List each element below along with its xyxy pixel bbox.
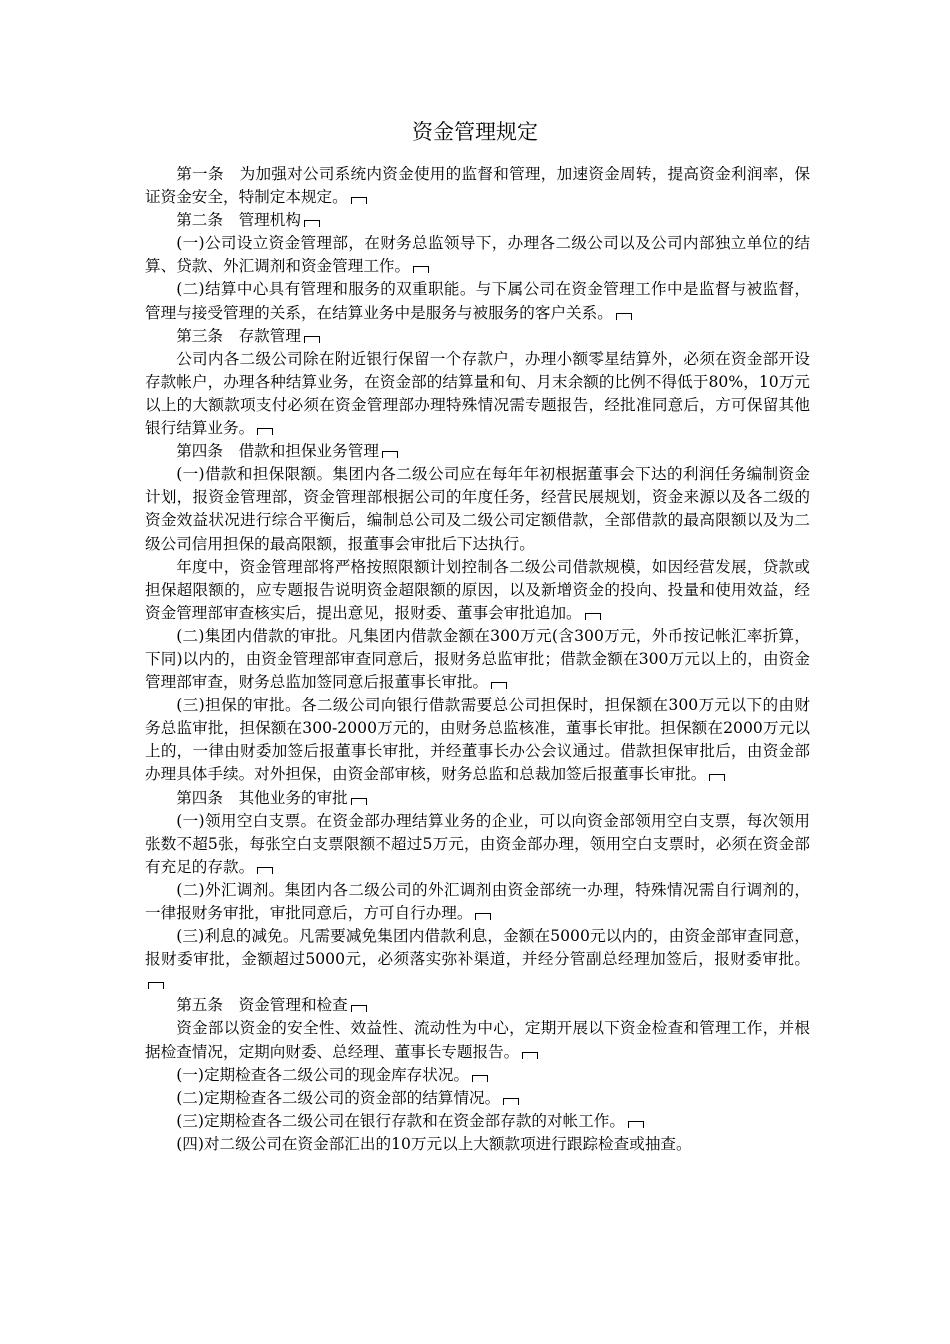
paragraph-text: (三)定期检查各二级公司在银行存款和在资金部存款的对帐工作。: [176, 1111, 625, 1130]
paragraph-text: (二)集团内借款的审批。凡集团内借款金额在300万元(含300万元，外币按记帐汇率折算，下同)以内的，由资金管理部审查同意后，报财务总监审批；借款金额在300万元以上的，由资金管理部审查，财务总监加签同意后报董事长审批。: [145, 626, 810, 692]
paragraph-text: (二)外汇调剂。集团内各二级公司的外汇调剂由资金部统一办理，特殊情况需自行调剂的，一律报财务审批，审批同意后，方可自行办理。: [145, 880, 810, 922]
paragraph-text: 第三条 存款管理: [176, 326, 301, 345]
paragraph: [145, 325, 810, 348]
paragraph-text: (四)对二级公司在资金部汇出的10万元以上大额款项进行跟踪检查或抽查。: [176, 1134, 692, 1153]
paragraph-text: (一)领用空白支票。在资金部办理结算业务的企业，可以向资金部领用空白支票，每次领用张数不超5张，每张空白支票限额不超过5万元，由资金部办理，领用空白支票时，必须在资金部有充足的存款。: [145, 811, 810, 876]
paragraph-text: 第四条 其他业务的审批: [176, 788, 348, 807]
paragraph-text: (三)担保的审批。各二级公司向银行借款需要总公司担保时，担保额在300万元以下的由财务总监审批，担保额在300-2000万元的，由财务总监核准，董事长审批。担保额在2000万元以上的，一律由财委加签后报董事长审批，并经董事长办公会议通过。借款担保审批后，由资金部办理具体手续。对外担保，由资金部审核，财务总监和总裁加签后报董事长审批。: [145, 696, 810, 784]
paragraph: [145, 463, 810, 555]
paragraph-text: (三)利息的减免。凡需要减免集团内借款利息，金额在5000元以内的，由资金部审查同意，报财委审批，金额超过5000元，必须落实弥补渠道，并经分管副总经理加签后，报财委审批。: [145, 927, 810, 969]
paragraph: [145, 925, 810, 994]
paragraph-mark-icon: [351, 197, 367, 204]
paragraph: [145, 625, 810, 694]
document-title: 资金管理规定: [412, 120, 538, 144]
paragraph-mark-icon: [522, 1052, 538, 1059]
paragraph: [145, 209, 810, 232]
paragraph: [145, 348, 810, 440]
paragraph-mark-icon: [351, 1005, 367, 1012]
paragraph: [145, 278, 810, 324]
paragraph: [145, 787, 810, 810]
paragraph: [145, 810, 810, 879]
paragraph-mark-icon: [304, 220, 320, 227]
paragraph-text: 资金部以资金的安全性、效益性、流动性为中心，定期开展以下资金检查和管理工作，并根据检查情况，定期向财委、总经理、董事长专题报告。: [145, 1019, 810, 1061]
paragraph-text: (二)定期检查各二级公司的资金部的结算情况。: [176, 1088, 501, 1107]
paragraph: [145, 1017, 810, 1063]
paragraph-mark-icon: [628, 1121, 644, 1128]
paragraph-text: 年度中，资金管理部将严格按照限额计划控制各二级公司借款规模，如因经营发展，贷款或担保超限额的，应专题报告说明资金超限额的原因，以及新增资金的投向、投量和使用效益，经资金管理部审查核实后，提出意见，报财委、董事会审批追加。: [145, 557, 810, 622]
paragraph-mark-icon: [413, 266, 429, 273]
paragraph-mark-icon: [475, 913, 491, 920]
paragraph: [145, 232, 810, 278]
paragraph-mark-icon: [148, 982, 164, 989]
paragraph-text: 第二条 管理机构: [176, 211, 301, 230]
paragraph-mark-icon: [472, 1075, 488, 1082]
paragraph: [145, 879, 810, 925]
paragraph-text: (二)结算中心具有管理和服务的双重职能。与下属公司在资金管理工作中是监督与被监督，管理与接受管理的关系，在结算业务中是服务与被服务的客户关系。: [145, 280, 810, 322]
paragraph-text: (一)公司设立资金管理部，在财务总监领导下，办理各二级公司以及公司内部独立单位的结算、贷款、外汇调剂和资金管理工作。: [145, 234, 810, 276]
paragraph-text: (一)借款和担保限额。集团内各二级公司应在每年年初根据董事会下达的利润任务编制资金计划，报资金管理部，资金管理部根据公司的年度任务，经营民展规划，资金来源以及各二级的资金效益状况进行综合平衡后，编制总公司及二级公司定额借款，全部借款的最高限额以及为二级公司信用担保的最高限额，报董事会审批后下达执行。: [145, 465, 810, 553]
paragraph: [145, 556, 810, 625]
paragraph: [145, 1133, 810, 1156]
paragraph-text: 公司内各二级公司除在附近银行保留一个存款户，办理小额零星结算外，必须在资金部开设存款帐户，办理各种结算业务，在资金部的结算量和旬、月末余额的比例不得低于80%，10万元以上的大额款项支付必须在资金管理部办理特殊情况需专题报告，经批准同意后，方可保留其他银行结算业务。: [145, 349, 810, 438]
paragraph-mark-icon: [382, 451, 398, 458]
paragraph: [145, 163, 810, 209]
paragraph-mark-icon: [585, 613, 601, 620]
paragraph-mark-icon: [257, 867, 273, 874]
paragraph-mark-icon: [709, 774, 725, 781]
paragraph-mark-icon: [257, 428, 273, 435]
paragraph-text: 第一条 为加强对公司系统内资金使用的监督和管理，加速资金周转，提高资金利润率，保证资金安全，特制定本规定。: [145, 165, 810, 207]
document-body: [145, 163, 810, 1156]
paragraph-text: 第五条 资金管理和检查: [176, 996, 348, 1015]
paragraph-mark-icon: [503, 1098, 519, 1105]
paragraph: [145, 994, 810, 1017]
paragraph: [145, 694, 810, 786]
paragraph-mark-icon: [351, 798, 367, 805]
paragraph: [145, 440, 810, 463]
paragraph-mark-icon: [304, 336, 320, 343]
paragraph: [145, 1087, 810, 1110]
paragraph-mark-icon: [491, 682, 507, 689]
paragraph: [145, 1110, 810, 1133]
paragraph-text: (一)定期检查各二级公司的现金库存状况。: [176, 1065, 470, 1084]
paragraph-mark-icon: [616, 313, 632, 320]
paragraph: [145, 1064, 810, 1087]
paragraph-text: 第四条 借款和担保业务管理: [176, 442, 379, 461]
